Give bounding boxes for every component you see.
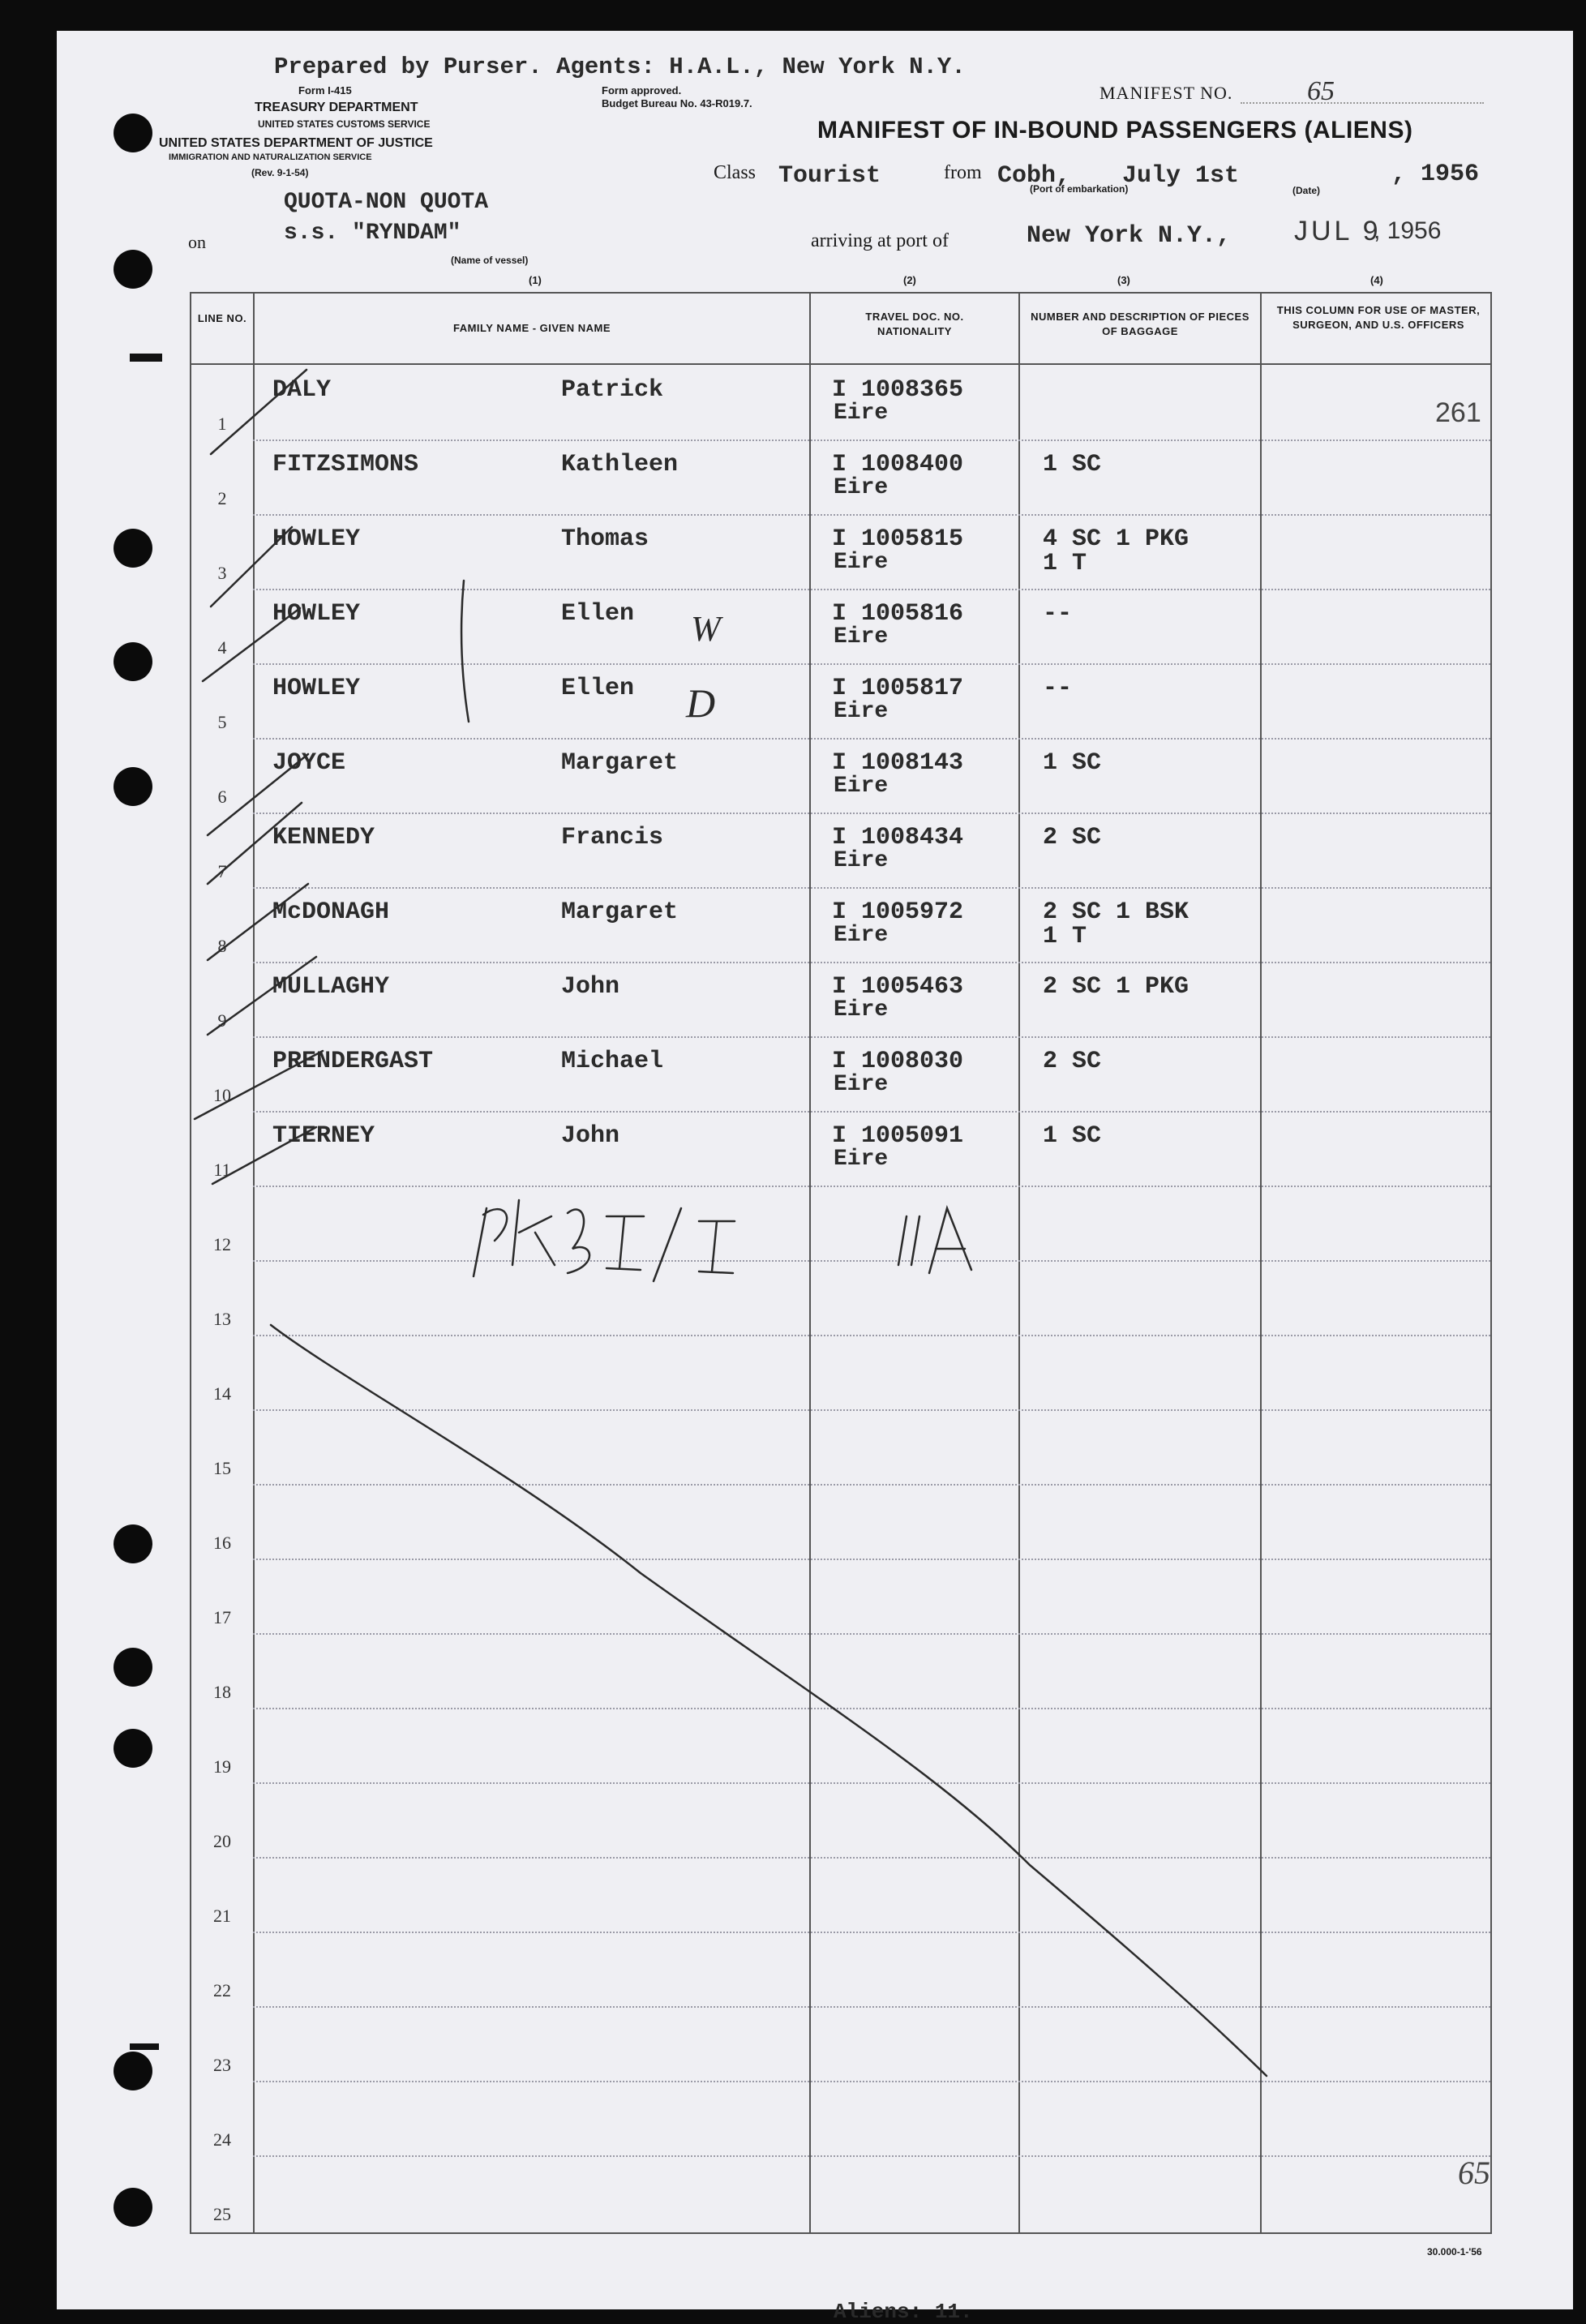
check-mark [211,370,306,454]
revision-date: (Rev. 9-1-54) [251,167,309,178]
travel-doc-number: I 1008030 [832,1048,964,1075]
given-name: Patrick [561,376,664,404]
form-number: Form I-415 [298,84,352,96]
col-header-baggage: NUMBER AND DESCRIPTION OF PIECES OF BAGGAGE [1031,311,1250,337]
nationality: Eire [834,1072,889,1097]
family-name: FITZSIMONS [272,451,419,478]
on-label: on [188,232,206,252]
justice-dept: UNITED STATES DEPARTMENT OF JUSTICE [159,136,433,150]
manifest-title: MANIFEST OF IN-BOUND PASSENGERS (ALIENS) [817,117,1413,144]
given-name: John [561,1122,620,1150]
check-mark [208,754,308,835]
line-number: 3 [217,563,227,583]
from-label: from [944,162,982,183]
check-mark [195,1051,323,1119]
family-name: TIERNEY [272,1122,375,1150]
family-name: MULLAGHY [272,973,390,1001]
line-number: 8 [217,936,227,956]
line-number: 10 [213,1085,231,1105]
travel-doc-number: I 1005815 [832,525,964,553]
baggage-line-1: 4 SC 1 PKG [1043,525,1190,553]
col-header-travel-doc: TRAVEL DOC. NO. NATIONALITY [865,311,964,337]
check-mark [203,608,300,681]
class-value: Tourist [778,162,881,190]
line-number: 22 [213,1980,231,2000]
baggage-line-1: 1 SC [1043,749,1102,777]
column-number-1: (1) [529,274,542,286]
col-header-officers: THIS COLUMN FOR USE OF MASTER, SURGEON, AND U.S. OFFICERS [1276,304,1481,331]
given-name: Ellen [561,600,635,628]
travel-doc-number: I 1008400 [832,451,964,478]
travel-doc-number: I 1005817 [832,675,964,702]
given-name: Margaret [561,898,679,926]
port-embarkation-note: (Port of embarkation) [1030,183,1129,195]
family-name: DALY [272,376,332,404]
given-name: Thomas [561,525,649,553]
line-number: 17 [213,1607,231,1627]
family-name: JOYCE [272,749,346,777]
line-number: 5 [217,712,227,732]
travel-doc-number: I 1008143 [832,749,964,777]
nationality: Eire [834,1147,889,1172]
line-number: 24 [213,2129,231,2150]
family-name: McDONAGH [272,898,390,926]
line-number: 6 [217,787,227,807]
cancel-diagonal-line [271,1325,1267,2076]
travel-doc-number: I 1005816 [832,600,964,628]
line-number: 16 [213,1533,231,1553]
check-mark [208,803,302,884]
baggage-line-1: -- [1043,675,1073,702]
family-name: HOWLEY [272,600,361,628]
manifest-number: 65 [1307,76,1335,106]
given-name: Francis [561,824,664,851]
col-header-name: FAMILY NAME - GIVEN NAME [452,322,611,334]
nationality: Eire [834,848,889,873]
baggage-line-1: 2 SC [1043,1048,1102,1075]
line-number: 14 [213,1383,231,1404]
corner-handwriting: 65 [1458,2155,1490,2191]
family-name: PRENDERGAST [272,1048,434,1075]
class-label: Class [714,162,757,183]
line-number: 7 [217,861,227,881]
vessel-name: s.s. "RYNDAM" [284,221,461,246]
baggage-line-1: 2 SC [1043,824,1102,851]
departure-year: , 1956 [1391,161,1480,188]
baggage-line-2: 1 T [1043,550,1087,577]
arrival-year-stamp: , 1956 [1374,217,1442,244]
check-mark [212,1127,316,1184]
check-mark [208,884,308,960]
travel-doc-number: I 1008434 [832,824,964,851]
nationality: Eire [834,923,889,948]
col-header-line-no: LINE NO. [197,312,247,324]
line-number: 9 [217,1010,227,1031]
nationality: Eire [834,624,889,650]
print-code: 30.000-1-'56 [1427,2246,1482,2258]
arriving-label: arriving at port of [811,230,949,251]
nationality: Eire [834,774,889,799]
quota-label: QUOTA-NON QUOTA [284,190,489,215]
column-number-2: (2) [903,274,916,286]
treasury-dept: TREASURY DEPARTMENT [255,101,418,114]
summary-scribble [474,1200,971,1281]
check-mark [208,957,316,1035]
customs-service: UNITED STATES CUSTOMS SERVICE [258,118,431,130]
prepared-by-line: Prepared by Purser. Agents: H.A.L., New York N.Y. [274,54,966,80]
budget-bureau: Budget Bureau No. 43-R019.7. [602,97,752,109]
line-number: 20 [213,1831,231,1851]
nationality: Eire [834,550,889,575]
aliens-total: Aliens: 11. [834,2300,973,2324]
family-name: KENNEDY [272,824,375,851]
line-number: 25 [213,2204,231,2224]
travel-doc-number: I 1005463 [832,973,964,1001]
baggage-line-1: -- [1043,600,1073,628]
line-number: 21 [213,1906,231,1926]
nationality: Eire [834,401,889,426]
vessel-note: (Name of vessel) [451,255,529,266]
handwritten-d: D [686,680,716,726]
date-note: (Date) [1292,185,1321,196]
arrival-port: New York N.Y., [1027,222,1232,250]
column-number-3: (3) [1117,274,1130,286]
line-number: 12 [213,1234,231,1254]
column-number-4: (4) [1370,274,1383,286]
form-approved: Form approved. [602,84,682,96]
line-number: 2 [217,488,227,508]
line-number: 19 [213,1756,231,1777]
nationality: Eire [834,997,889,1023]
travel-doc-number: I 1005972 [832,898,964,926]
line-number: 23 [213,2055,231,2075]
family-name: HOWLEY [272,525,361,553]
baggage-line-2: 1 T [1043,923,1087,950]
line-number: 1 [217,414,227,434]
officer-number: 261 [1435,397,1481,428]
given-name: Kathleen [561,451,679,478]
line-number: 4 [217,637,227,658]
given-name: Ellen [561,675,635,702]
baggage-line-1: 1 SC [1043,451,1102,478]
baggage-line-1: 2 SC 1 PKG [1043,973,1190,1001]
line-number: 13 [213,1309,231,1329]
check-mark [211,527,292,607]
given-name: John [561,973,620,1001]
manifest-number-label: MANIFEST NO. [1099,83,1233,103]
baggage-line-1: 2 SC 1 BSK [1043,898,1190,926]
line-number: 18 [213,1682,231,1702]
family-name: HOWLEY [272,675,361,702]
given-name: Margaret [561,749,679,777]
nationality: Eire [834,475,889,500]
line-number: 15 [213,1458,231,1478]
handwritten-w: W [691,609,721,649]
travel-doc-number: I 1005091 [832,1122,964,1150]
travel-doc-number: I 1008365 [832,376,964,404]
baggage-line-1: 1 SC [1043,1122,1102,1150]
nationality: Eire [834,699,889,724]
immigration-service: IMMIGRATION AND NATURALIZATION SERVICE [169,152,372,162]
line-number: 11 [213,1160,231,1180]
from-port: Cobh, [997,162,1071,190]
bracket-mark [461,581,469,722]
departure-date: July 1st [1122,162,1240,190]
given-name: Michael [561,1048,664,1075]
arrival-date-stamp: JUL 9 [1294,216,1382,247]
